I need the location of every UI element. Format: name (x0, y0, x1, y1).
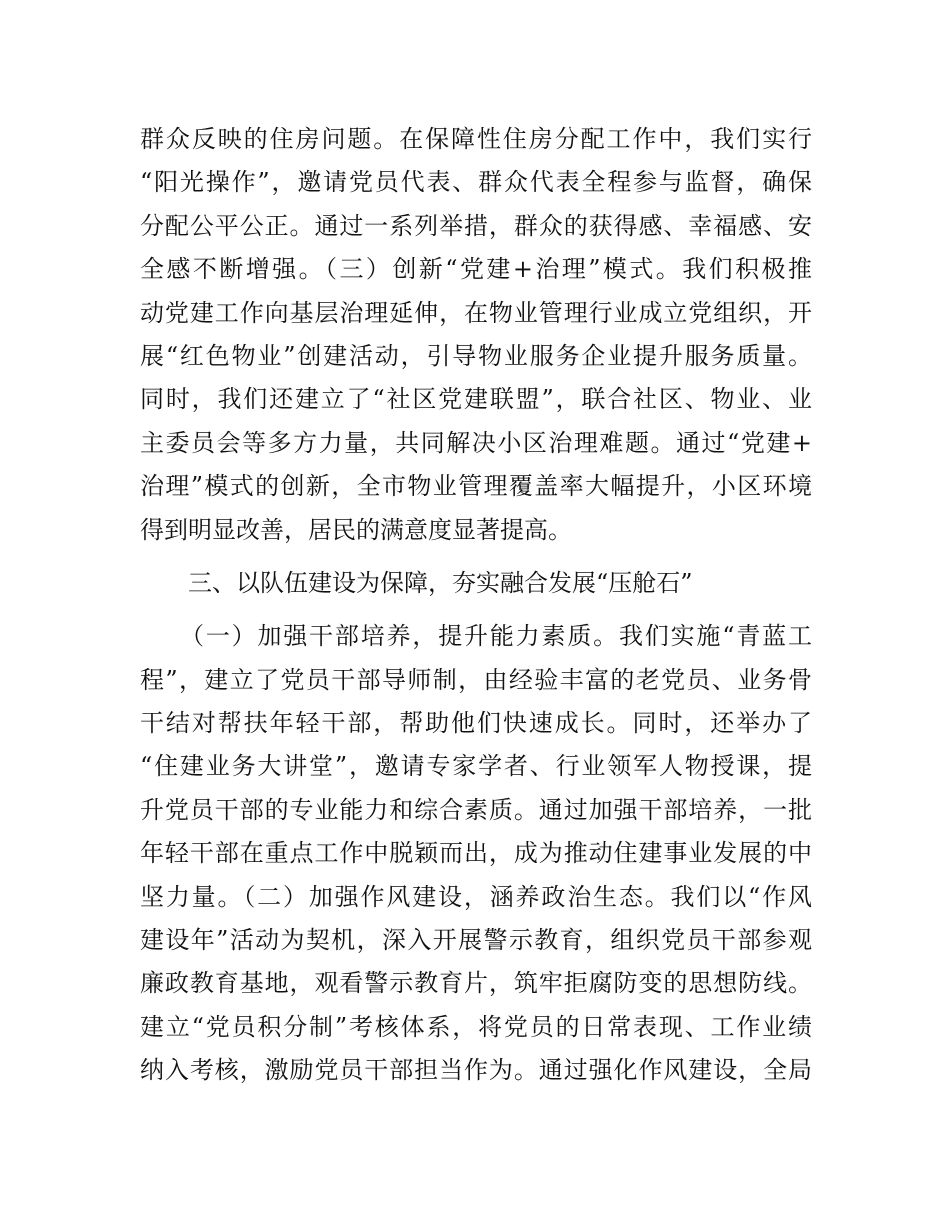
text-line: 得到明显改善，居民的满意度显著提高。 (140, 515, 572, 544)
text-line: 展“红色物业”创建活动，引导物业服务企业提升服务质量。 (140, 341, 812, 370)
section-heading: 三、以队伍建设为保障，夯实融合发展“压舱石” (188, 568, 693, 597)
text-line: 群众反映的住房问题。在保障性住房分配工作中，我们实行 (140, 125, 812, 153)
text-line: 治理”模式的创新，全市物业管理覆盖率大幅提升，小区环境 (140, 472, 812, 501)
text-line: 同时，我们还建立了“社区党建联盟”，联合社区、物业、业 (140, 385, 812, 414)
paragraph-continued (140, 118, 812, 552)
document-body (140, 118, 812, 1093)
text-line: “阳光操作”，邀请党员代表、群众代表全程参与监督，确保 (140, 168, 812, 197)
text-line: 主委员会等多方力量，共同解决小区治理难题。通过“党建+ (140, 428, 812, 457)
text-line: 年轻干部在重点工作中脱颖而出，成为推动住建事业发展的中 (140, 839, 812, 868)
text-line: 建设年”活动为契机，深入开展警示教育，组织党员干部参观 (140, 926, 812, 955)
text-line: 纳入考核，激励党员干部担当作为。通过强化作风建设，全局 (140, 1056, 812, 1085)
text-line: 程”，建立了党员干部导师制，由经验丰富的老党员、业务骨 (140, 665, 812, 694)
text-line: 分配公平公正。通过一系列举措，群众的获得感、幸福感、安 (140, 211, 812, 240)
paragraph-gap (140, 605, 812, 615)
text-line: 干结对帮扶年轻干部，帮助他们快速成长。同时，还举办了 (140, 709, 812, 738)
text-line: “住建业务大讲堂”，邀请专家学者、行业领军人物授课，提 (140, 752, 812, 781)
text-line: 建立“党员积分制”考核体系，将党员的日常表现、工作业绩 (140, 1012, 812, 1041)
paragraph-team-building (140, 615, 812, 1092)
text-line: 升党员干部的专业能力和综合素质。通过加强干部培养，一批 (140, 795, 812, 824)
text-line: （一）加强干部培养，提升能力素质。我们实施“青蓝工 (180, 622, 812, 651)
paragraph-gap (140, 552, 812, 562)
text-line: 坚力量。（二）加强作风建设，涵养政治生态。我们以“作风 (140, 882, 812, 911)
text-line: 动党建工作向基层治理延伸，在物业管理行业成立党组织，开 (140, 298, 812, 327)
text-line: 全感不断增强。（三）创新“党建+治理”模式。我们积极推 (140, 255, 812, 284)
text-line: 廉政教育基地，观看警示教育片，筑牢拒腐防变的思想防线。 (140, 969, 812, 998)
